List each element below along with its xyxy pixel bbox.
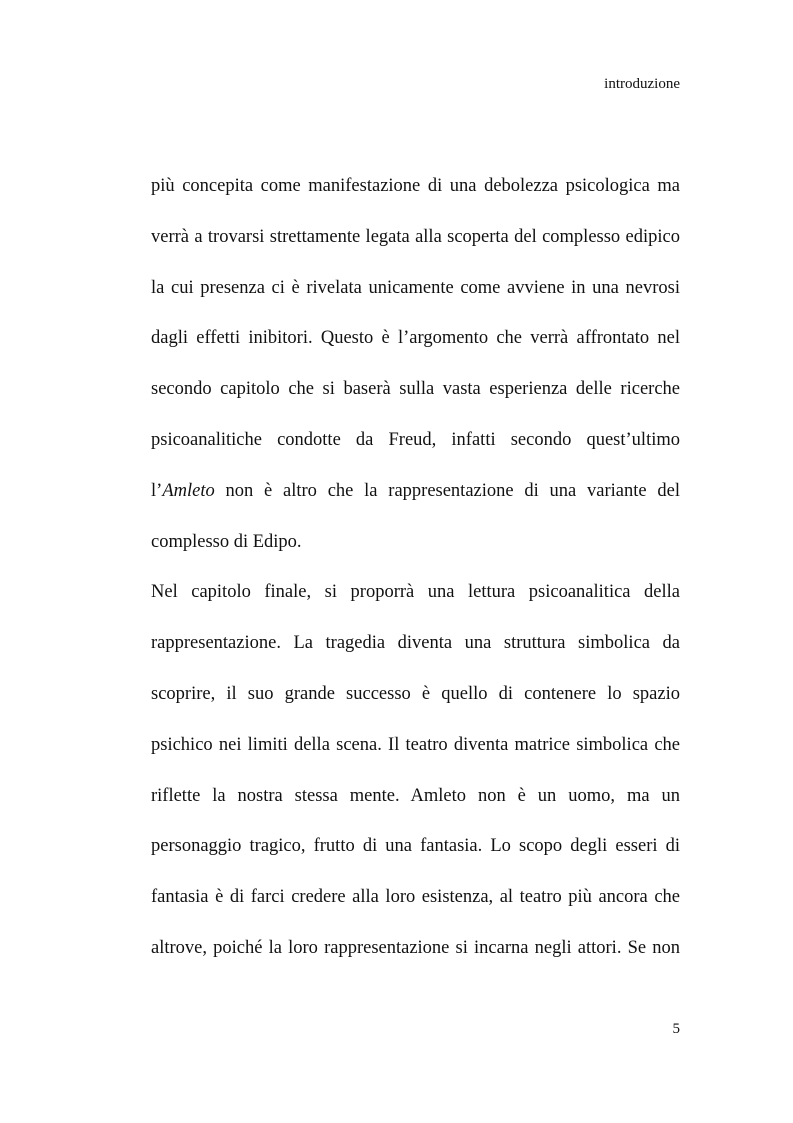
text-line: più concepita come manifestazione di una debolezza psicologica ma — [151, 176, 680, 196]
text-line: fantasia è di farci credere alla loro esistenza, al teatro più ancora che — [151, 887, 680, 908]
text-line: personaggio tragico, frutto di una fantasia. Lo scopo degli esseri di — [151, 836, 680, 857]
body-text — [151, 174, 680, 987]
text-line: psichico nei limiti della scena. Il teatro diventa matrice simbolica che — [151, 734, 680, 755]
text-line: verrà a trovarsi strettamente legata alla scoperta del complesso edipico — [151, 226, 680, 247]
paragraph-last-line: complesso di Edipo. — [151, 531, 302, 552]
text-line-with-title — [151, 479, 680, 530]
running-header: introduzione — [604, 76, 680, 92]
text-fragment: l’ — [151, 480, 163, 501]
text-fragment: non è altro che la rappresentazione di una variante del — [214, 480, 680, 501]
text-line: dagli effetti inibitori. Questo è l’argomento che verrà affrontato nel — [151, 328, 680, 349]
text-line: rappresentazione. La tragedia diventa una struttura simbolica da — [151, 633, 680, 654]
text-line: riflette la nostra stessa mente. Amleto non è un uomo, ma un — [151, 785, 680, 806]
work-title: Amleto — [162, 480, 215, 501]
text-line: psicoanalitiche condotte da Freud, infatti secondo quest’ultimo — [151, 429, 680, 450]
text-line: scoprire, il suo grande successo è quello di contenere lo spazio — [151, 683, 680, 704]
text-line: la cui presenza ci è rivelata unicamente come avviene in una nevrosi — [151, 277, 680, 298]
text-line: Nel capitolo finale, si proporrà una lettura psicoanalitica della — [151, 582, 680, 603]
text-line: altrove, poiché la loro rappresentazione si incarna negli attori. Se non — [151, 937, 680, 958]
page-number: 5 — [672, 1021, 680, 1037]
text-line: secondo capitolo che si baserà sulla vasta esperienza delle ricerche — [151, 379, 680, 400]
